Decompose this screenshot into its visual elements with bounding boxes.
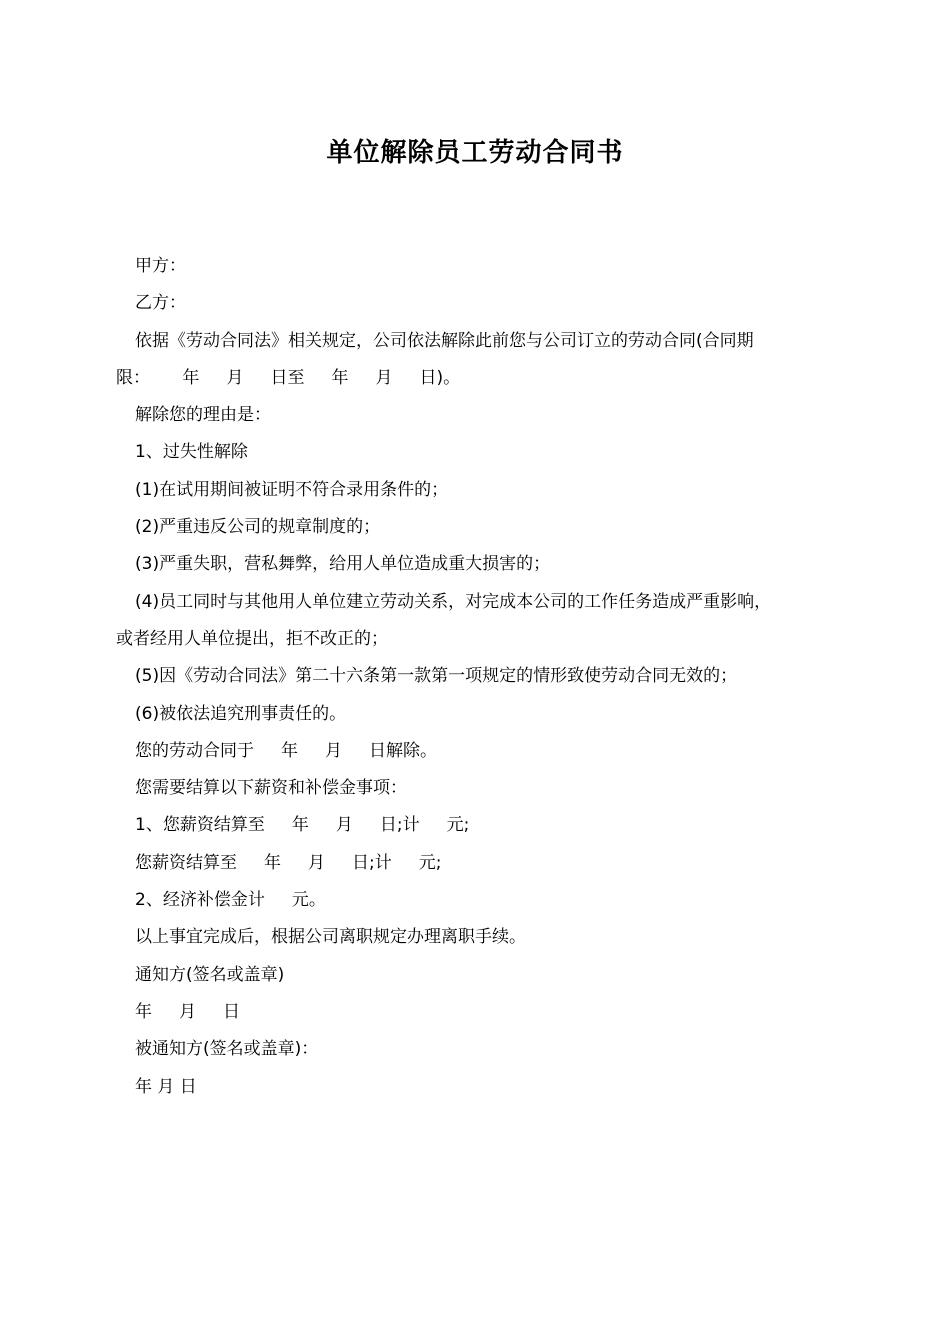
reason-item-4-line-2: 或者经用人单位提出，拒不改正的； [116, 628, 388, 649]
salary-settlement-line-2: 您薪资结算至 年 月 日;计 元; [135, 852, 442, 873]
reason-item-1: (1)在试用期间被证明不符合录用条件的； [135, 479, 449, 500]
notified-signature-label: 被通知方(签名或盖章)： [135, 1039, 319, 1060]
compensation-line: 2、经济补偿金计 元。 [135, 890, 326, 911]
reason-item-5: (5)因《劳动合同法》第二十六条第一款第一项规定的情形致使劳动合同无效的； [135, 666, 738, 687]
reason-item-4-line-1: (4)员工同时与其他用人单位建立劳动关系，对完成本公司的工作任务造成严重影响， [135, 591, 772, 612]
party-b-line: 乙方： [135, 293, 186, 314]
basis-paragraph-line-2: 限： 年 月 日至 年 月 日)。 [116, 367, 461, 388]
party-a-line: 甲方： [135, 256, 186, 276]
document-body [116, 248, 846, 1106]
reason-item-2: (2)严重违反公司的规章制度的； [135, 517, 381, 538]
settlement-heading: 您需要结算以下薪资和补偿金事项： [135, 778, 407, 799]
termination-date-line: 您的劳动合同于 年 月 日解除。 [135, 740, 438, 761]
reason-item-3: (3)严重失职，营私舞弊，给用人单位造成重大损害的； [135, 554, 551, 575]
reason-category: 1、过失性解除 [135, 442, 248, 463]
basis-paragraph-line-1: 依据《劳动合同法》相关规定，公司依法解除此前您与公司订立的劳动合同(合同期 [135, 330, 754, 351]
salary-settlement-line-1: 1、您薪资结算至 年 月 日;计 元; [135, 815, 470, 836]
notifier-signature-label: 通知方(签名或盖章) [135, 964, 285, 985]
document-title: 单位解除员工劳动合同书 [326, 138, 624, 168]
reason-heading: 解除您的理由是： [135, 405, 271, 426]
notifier-date-line: 年 月 日 [135, 1001, 241, 1022]
notified-date-line: 年 月 日 [135, 1076, 197, 1097]
reason-item-6: (6)被依法追究刑事责任的。 [135, 703, 347, 724]
procedure-line: 以上事宜完成后，根据公司离职规定办理离职手续。 [135, 927, 526, 948]
